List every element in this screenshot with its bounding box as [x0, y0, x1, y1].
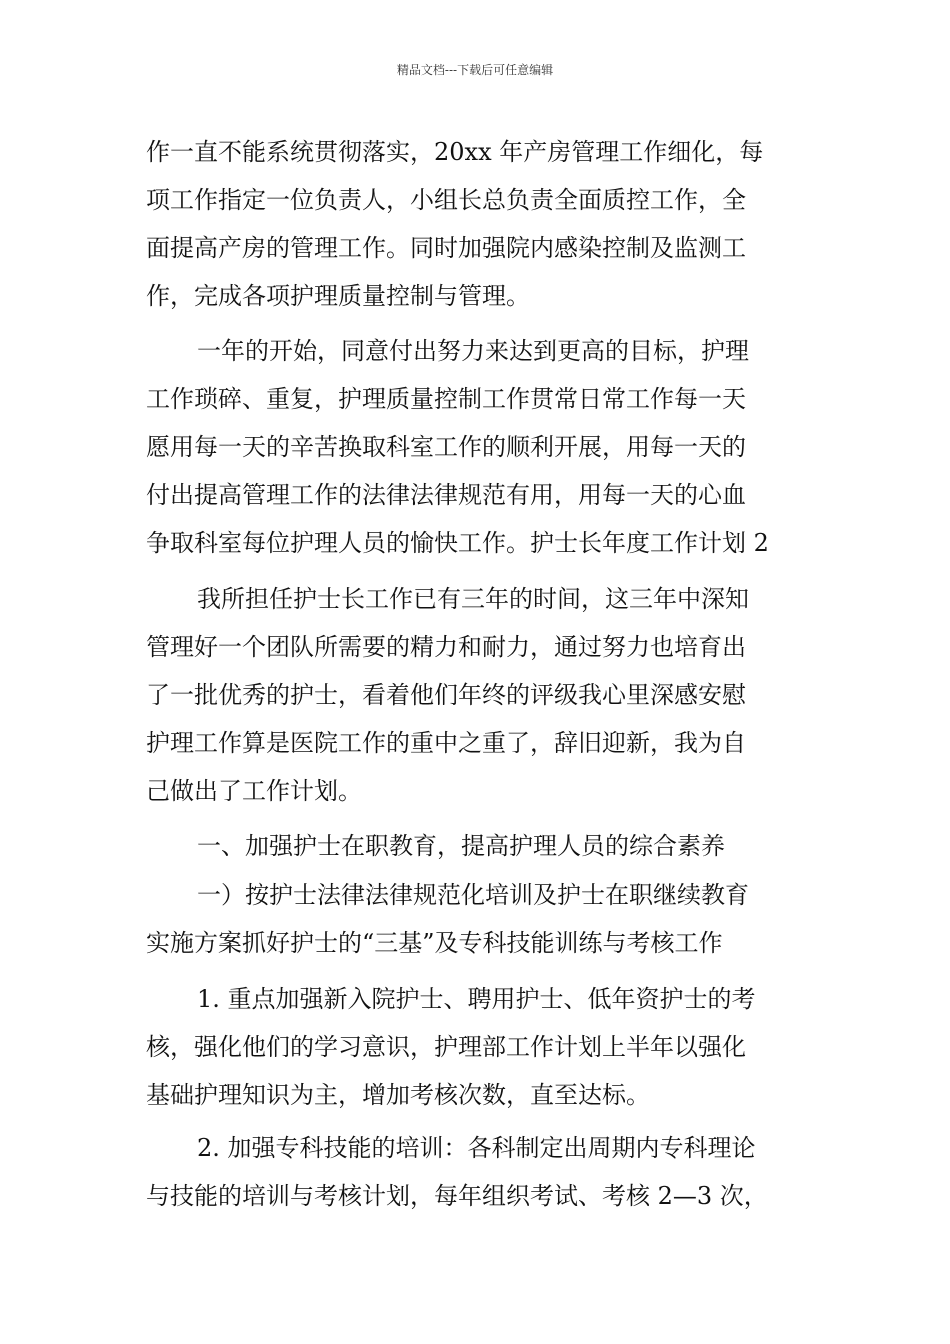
- body-text-line: 与技能的培训与考核计划，每年组织考试、考核 2—3 次，: [146, 1182, 768, 1210]
- body-text-line: 付出提高管理工作的法律法律规范有用，用每一天的心血: [146, 481, 746, 509]
- body-text-line: 一）按护士法律法律规范化培训及护士在职继续教育: [197, 881, 749, 909]
- body-text-line: 争取科室每位护理人员的愉快工作。护士长年度工作计划 2: [146, 529, 769, 557]
- section-heading: 一、加强护士在职教育，提高护理人员的综合素养: [197, 832, 725, 860]
- body-text-line: 核，强化他们的学习意识，护理部工作计划上半年以强化: [146, 1033, 746, 1061]
- page-header: 精品文档---下载后可任意编辑: [396, 63, 554, 77]
- body-text-line: 管理好一个团队所需要的精力和耐力，通过努力也培育出: [146, 633, 746, 661]
- body-text-line: 愿用每一天的辛苦换取科室工作的顺利开展，用每一天的: [146, 433, 746, 461]
- body-text-line: 己做出了工作计划。: [146, 777, 362, 805]
- body-text-line: 2. 加强专科技能的培训：各科制定出周期内专科理论: [197, 1134, 756, 1162]
- body-text-line: 基础护理知识为主，增加考核次数，直至达标。: [146, 1081, 650, 1109]
- body-text-line: 作，完成各项护理质量控制与管理。: [146, 282, 530, 310]
- body-text-line: 1. 重点加强新入院护士、聘用护士、低年资护士的考: [197, 985, 756, 1013]
- body-text-line: 护理工作算是医院工作的重中之重了，辞旧迎新，我为自: [146, 729, 746, 757]
- body-text-line: 面提高产房的管理工作。同时加强院内感染控制及监测工: [146, 234, 746, 262]
- body-text-line: 一年的开始，同意付出努力来达到更高的目标，护理: [197, 337, 749, 365]
- body-text-line: 了一批优秀的护士，看着他们年终的评级我心里深感安慰: [146, 681, 746, 709]
- body-text-line: 工作琐碎、重复，护理质量控制工作贯常日常工作每一天: [146, 385, 746, 413]
- body-text-line: 实施方案抓好护士的“三基”及专科技能训练与考核工作: [146, 929, 723, 957]
- body-text-line: 作一直不能系统贯彻落实，20xx 年产房管理工作细化，每: [146, 138, 764, 166]
- body-text-line: 项工作指定一位负责人，小组长总负责全面质控工作，全: [146, 186, 746, 214]
- body-text-line: 我所担任护士长工作已有三年的时间，这三年中深知: [197, 585, 749, 613]
